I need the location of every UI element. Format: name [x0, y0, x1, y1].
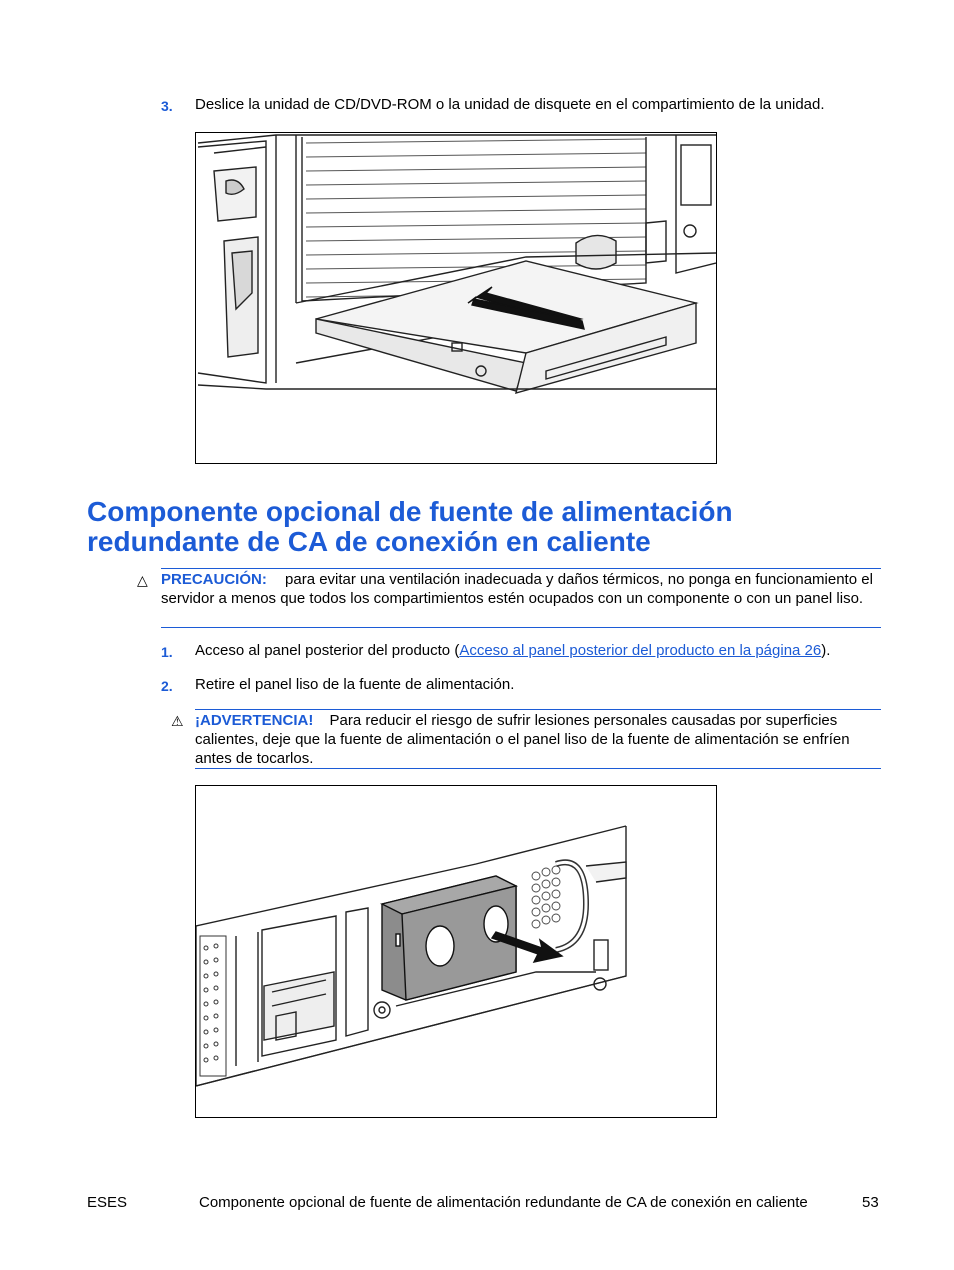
drive-insertion-illustration — [196, 133, 716, 463]
step-1-number: 1. — [161, 644, 173, 660]
section-title-line-2: redundante de CA de conexión en caliente — [87, 526, 651, 557]
caution-triangle-icon: △ — [137, 572, 148, 588]
footer-language-code: ESES — [87, 1194, 128, 1211]
caution-note — [137, 568, 881, 628]
warning-text: Para reducir el riesgo de sufrir lesiones personales causadas por superficies calientes, deje que la fuente de alimentación o el panel liso de la fuente de alimentación se enfríen antes de tocarlos. — [195, 712, 850, 767]
warning-triangle-icon: ⚠ — [171, 713, 184, 729]
footer-chapter-title: Componente opcional de fuente de alimentación redundante de CA de conexión en caliente — [199, 1194, 808, 1211]
section-title-line-1: Componente opcional de fuente de alimentación — [87, 496, 733, 527]
power-supply-removal-illustration — [196, 786, 716, 1117]
section-title — [87, 497, 907, 557]
figure-drive-insertion — [195, 132, 717, 464]
warning-label: ¡ADVERTENCIA! — [195, 712, 314, 729]
step-3-text: Deslice la unidad de CD/DVD-ROM o la unidad de disquete en el compartimiento de la unidad. — [195, 96, 825, 113]
step-1-link[interactable]: Acceso al panel posterior del producto en la página 26 — [459, 642, 822, 659]
warning-note — [171, 709, 881, 769]
footer-page-number: 53 — [862, 1194, 879, 1211]
step-1-text-before: Acceso al panel posterior del producto ( — [195, 642, 460, 659]
step-1-text-after: ). — [821, 642, 831, 659]
caution-text: para evitar una ventilación inadecuada y daños térmicos, no ponga en funcionamiento el servidor a menos que todos los compartimientos estén ocupados con un componente o con un panel liso. — [161, 571, 873, 607]
figure-power-supply-removal — [195, 785, 717, 1118]
caution-label: PRECAUCIÓN: — [161, 571, 267, 588]
step-3-number: 3. — [161, 98, 173, 114]
step-2-number: 2. — [161, 678, 173, 694]
step-1-text — [195, 642, 885, 660]
step-2-text: Retire el panel liso de la fuente de alimentación. — [195, 676, 515, 693]
